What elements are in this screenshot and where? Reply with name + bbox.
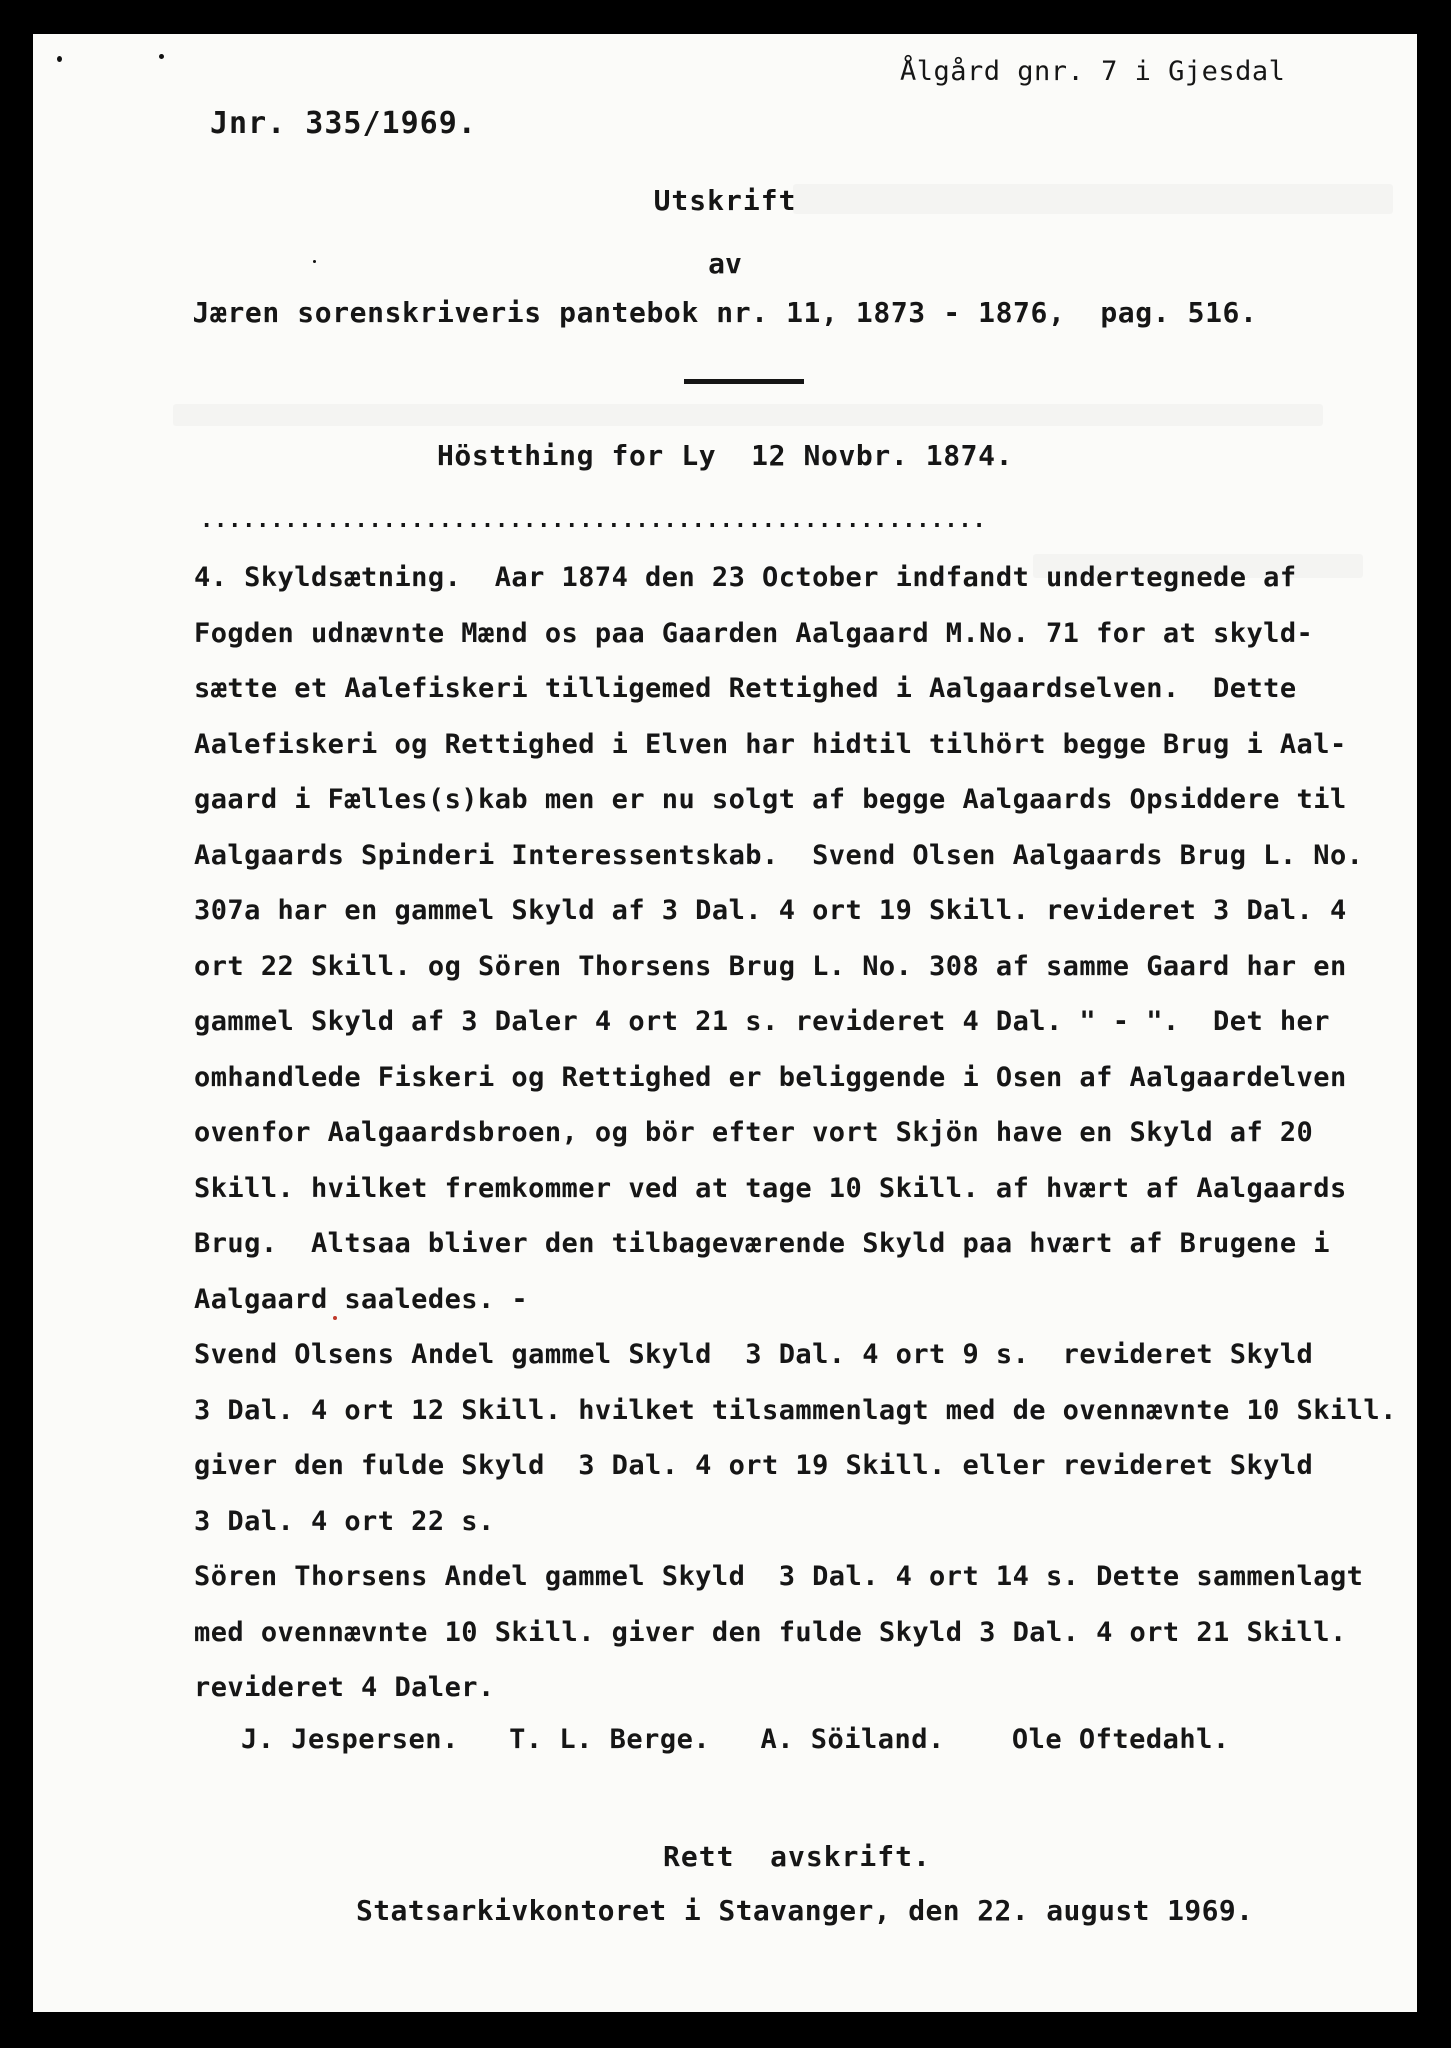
document-title-connector: av <box>708 247 742 280</box>
body-line: sætte et Aalefiskeri tilligemed Rettighed i Aalgaardselven. Dette <box>194 673 1297 704</box>
body-line: Fogden udnævnte Mænd os paa Gaarden Aalgaard M.No. 71 for at skyld- <box>194 617 1314 649</box>
body-line: Skill. hvilket fremkommer ved at tage 10 Skill. af hvært af Aalgaards <box>194 1172 1347 1204</box>
body-line: 3 Dal. 4 ort 22 s. <box>194 1505 495 1537</box>
body-line: Svend Olsens Andel gammel Skyld 3 Dal. 4 ort 9 s. revideret Skyld <box>194 1339 1314 1370</box>
body-line: Brug. Altsaa bliver den tilbageværende Skyld paa hvært af Brugene i <box>194 1228 1330 1259</box>
attestation-place-date: Statsarkivkontoret i Stavanger, den 22. august 1969. <box>356 1894 1254 1927</box>
body-line: ort 22 Skill. og Sören Thorsens Brug L. No. 308 af samme Gaard har en <box>194 950 1347 982</box>
document-title: Utskrift <box>653 184 797 217</box>
body-line: 4. Skyldsætning. Aar 1874 den 23 October indfandt undertegnede af <box>194 562 1297 593</box>
body-line: Aalgaards Spinderi Interessentskab. Svend Olsen Aalgaards Brug L. No. <box>194 839 1364 871</box>
signature-oftedahl: Ole Oftedahl. <box>1011 1724 1230 1755</box>
body-line: gaard i Fælles(s)kab men er nu solgt af begge Aalgaards Opsiddere til <box>194 784 1347 815</box>
body-line: 3 Dal. 4 ort 12 Skill. hvilket tilsammenlagt med de ovennævnte 10 Skill. <box>194 1394 1397 1426</box>
document-page <box>33 34 1417 2012</box>
signature-berge: T. L. Berge. <box>509 1724 711 1755</box>
signatures <box>241 1724 1230 1755</box>
session-heading: Höstthing for Ly 12 Novbr. 1874. <box>436 439 1014 472</box>
title-underline <box>684 379 804 384</box>
attestation-heading: Rett avskrift. <box>663 1840 931 1873</box>
body-line: ovenfor Aalgaardsbroen, og bör efter vort Skjön have en Skyld af 20 <box>194 1117 1314 1148</box>
body-line: Aalefiskeri og Rettighed i Elven har hidtil tilhört begge Brug i Aal- <box>194 728 1347 760</box>
document-source: Jæren sorenskriveris pantebok nr. 11, 1873 - 1876, pag. 516. <box>192 296 1258 329</box>
body-line: Sören Thorsens Andel gammel Skyld 3 Dal. 4 ort 14 s. Dette sammenlagt <box>194 1561 1364 1592</box>
signature-jespersen: J. Jespersen. <box>241 1724 459 1755</box>
body-line: med ovennævnte 10 Skill. giver den fulde Skyld 3 Dal. 4 ort 21 Skill. <box>194 1616 1347 1648</box>
body-line: 307a har en gammel Skyld af 3 Dal. 4 ort 19 Skill. revideret 3 Dal. 4 <box>194 895 1347 926</box>
location-reference: Ålgård gnr. 7 i Gjesdal <box>900 56 1286 87</box>
signature-soiland: A. Söiland. <box>760 1724 945 1755</box>
ink-speck <box>159 54 164 59</box>
body-line: revideret 4 Daler. <box>194 1672 495 1703</box>
body-line: omhandlede Fiskeri og Rettighed er beliggende i Osen af Aalgaardelven <box>194 1061 1347 1093</box>
body-line: gammel Skyld af 3 Daler 4 ort 21 s. revideret 4 Dal. " - ". Det her <box>194 1006 1330 1037</box>
bleed-through <box>173 404 1323 426</box>
body-line: Aalgaard saaledes. - <box>194 1283 529 1315</box>
journal-number: Jnr. 335/1969. <box>210 106 477 141</box>
dotted-separator: ........................................................ <box>200 508 987 533</box>
body-line: giver den fulde Skyld 3 Dal. 4 ort 19 Skill. eller revideret Skyld <box>194 1450 1314 1481</box>
ink-speck <box>57 56 62 62</box>
transcript-body <box>194 550 1404 1716</box>
